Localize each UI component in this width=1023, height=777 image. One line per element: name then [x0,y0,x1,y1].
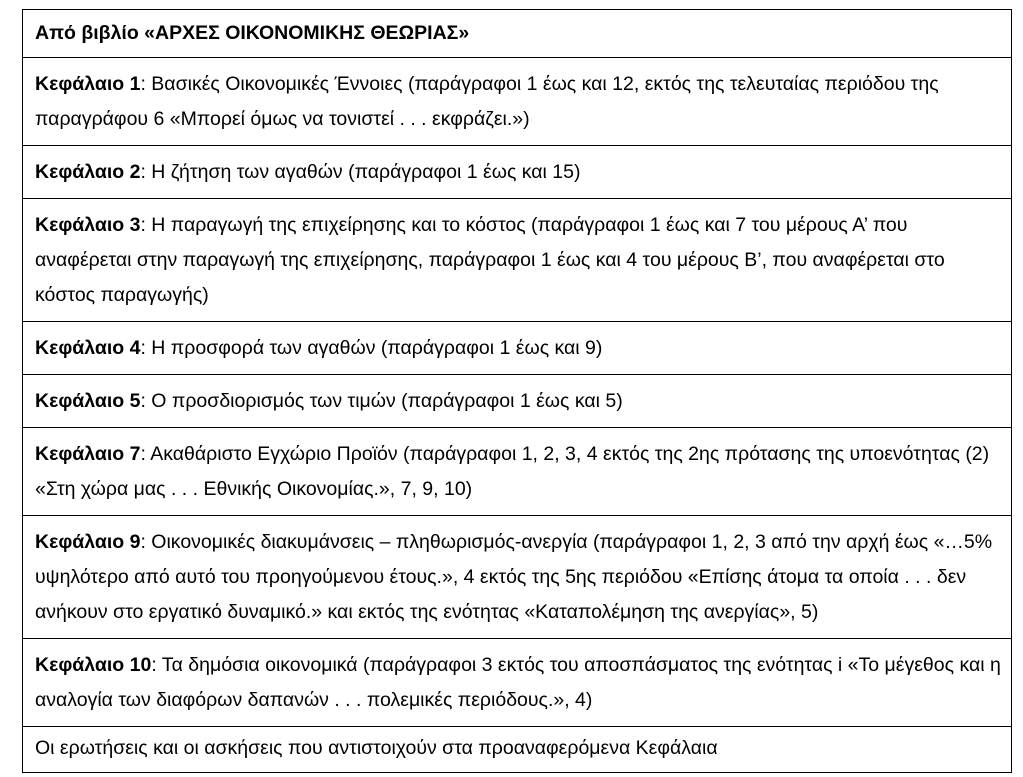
table-row [23,375,1012,428]
chapter-description: : Η ζήτηση των αγαθών (παράγραφοι 1 έως και 15) [140,161,581,183]
chapter-cell [23,146,1012,199]
chapter-description: : Ακαθάριστο Εγχώριο Προϊόν (παράγραφοι 1, 2, 3, 4 εκτός της 2ης πρότασης της υποενότητας (2) «Στη χώρα μας . . . Εθνικής Οικονομίας.», 7, 9, 10) [35,443,990,500]
exercises-note-cell: Οι ερωτήσεις και οι ασκήσεις που αντιστοιχούν στα προαναφερόμενα Κεφάλαια [23,727,1012,773]
chapter-cell [23,639,1012,727]
chapter-cell [23,375,1012,428]
chapter-cell [23,516,1012,639]
chapter-cell [23,199,1012,322]
chapter-description: : Τα δημόσια οικονομικά (παράγραφοι 3 εκτός του αποσπάσματος της ενότητας i «Το μέγεθος και η αναλογία των διαφόρων δαπανών . . . πολεμικές περιόδους.», 4) [35,654,1001,711]
chapter-label: Κεφάλαιο 3 [35,214,141,236]
table-row [23,199,1012,322]
chapter-cell [23,58,1012,146]
table-row [23,58,1012,146]
chapter-description: : Η παραγωγή της επιχείρησης και το κόστος (παράγραφοι 1 έως και 7 του μέρους Α’ που αναφέρεται στην παραγωγή της επιχείρησης, παράγραφοι 1 έως και 4 του μέρους Β’, που αναφέρεται στο κόστος παραγωγής) [35,214,945,306]
table-row [23,146,1012,199]
table-header-row [23,10,1012,58]
chapter-description: : Η προσφορά των αγαθών (παράγραφοι 1 έως και 9) [140,337,603,359]
table-row [23,322,1012,375]
chapter-description: : Οικονομικές διακυμάνσεις – πληθωρισμός-ανεργία (παράγραφοι 1, 2, 3 από την αρχή έως «…5% υψηλότερο από αυτό του προηγούμενου έτους.», 4 εκτός της 5ης περιόδου «Επίσης άτομα τα οποία . . . δεν ανήκουν στο εργατικό δυναμικό.» και εκτός της ενότητας «Καταπολέμηση της ανεργίας», 5) [35,531,993,623]
table-row [23,516,1012,639]
chapter-description: : Ο προσδιορισμός των τιμών (παράγραφοι 1 έως και 5) [140,390,623,412]
chapter-label: Κεφάλαιο 4 [35,337,141,359]
syllabus-table [22,9,1012,773]
table-footer-row [23,727,1012,773]
chapter-cell [23,322,1012,375]
chapter-label: Κεφάλαιο 9 [35,531,141,553]
chapter-label: Κεφάλαιο 5 [35,390,141,412]
chapter-label: Κεφάλαιο 1 [35,73,141,95]
table-row [23,639,1012,727]
chapter-label: Κεφάλαιο 7 [35,443,141,465]
chapter-label: Κεφάλαιο 10 [35,654,152,676]
table-row [23,428,1012,516]
chapter-cell [23,428,1012,516]
chapter-label: Κεφάλαιο 2 [35,161,141,183]
chapter-description: : Βασικές Οικονομικές Έννοιες (παράγραφοι 1 έως και 12, εκτός της τελευταίας περιόδου της παραγράφου 6 «Μπορεί όμως να τονιστεί . . . εκφράζει.») [35,73,939,130]
book-title-cell: Από βιβλίο «ΑΡΧΕΣ ΟΙΚΟΝΟΜΙΚΗΣ ΘΕΩΡΙΑΣ» [23,10,1012,58]
